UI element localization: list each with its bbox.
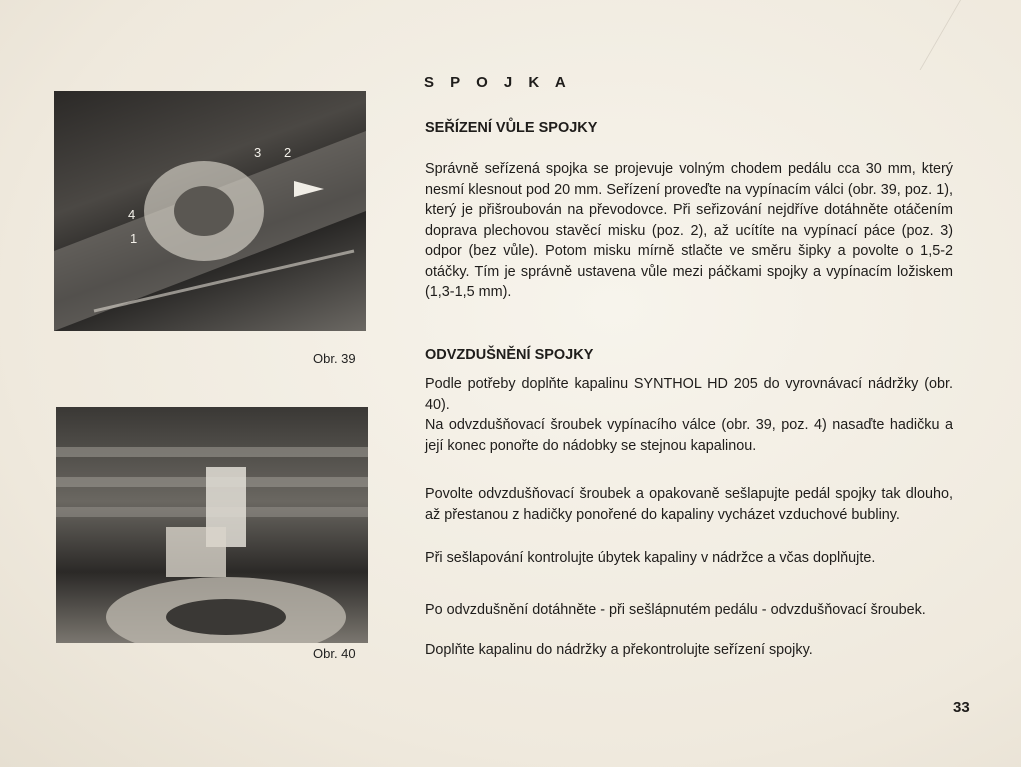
figure-39-illustration <box>54 91 366 331</box>
paragraph: Správně seřízená spojka se projevuje volným chodem pedálu cca 30 mm, který nesmí klesnout pod 20 mm. Seřízení proveďte na vypínacím válci (obr. 39, poz. 1), který je přišroubován na převodovce. Při seřizování nejdříve dotáhněte otáčením doprava plechovou stavěcí misku (poz. 2), až ucítíte na vypínací páce (poz. 3) odpor (bez vůle). Potom misku mírně stlačte ve směru šipky a povolte o 1,5-2 otáčky. Tím je správně ustavena vůle mezi páčkami spojky a vypínacím ložiskem (1,3-1,5 mm). <box>425 161 953 300</box>
figure-40-illustration <box>56 407 368 643</box>
paragraph: Povolte odvzdušňovací šroubek a opakovaně sešlapujte pedál spojky tak dlouho, až přestanou z hadičky ponořené do kapaliny vycházet vzduchové bubliny. <box>425 486 953 523</box>
section-heading-clutch-bleeding: ODVZDUŠNĚNÍ SPOJKY <box>425 347 594 363</box>
figure-39-caption: Obr. 39 <box>313 351 356 366</box>
page-title: S P O J K A <box>424 74 572 91</box>
fig39-label-1: 1 <box>130 231 138 246</box>
fig39-label-3: 3 <box>254 145 262 160</box>
page-corner-fold <box>920 0 1021 70</box>
paragraph: Doplňte kapalinu do nádržky a překontrolujte seřízení spojky. <box>425 642 813 658</box>
paragraph: Podle potřeby doplňte kapalinu SYNTHOL HD 205 do vyrovnávací nádržky (obr. 40). <box>425 376 953 413</box>
figure-39-photo <box>54 91 366 331</box>
paragraph: Při sešlapování kontrolujte úbytek kapaliny v nádržce a včas doplňujte. <box>425 550 876 566</box>
fig39-label-2: 2 <box>284 145 292 160</box>
figure-40-caption: Obr. 40 <box>313 646 356 661</box>
paragraph: Po odvzdušnění dotáhněte - při sešlápnutém pedálu - odvzdušňovací šroubek. <box>425 602 926 618</box>
figure-40-photo <box>56 407 368 643</box>
section-heading-clutch-adjustment: SEŘÍZENÍ VŮLE SPOJKY <box>425 120 598 136</box>
page-number: 33 <box>953 699 970 716</box>
paragraph: Na odvzdušňovací šroubek vypínacího válce (obr. 39, poz. 4) nasaďte hadičku a její konec ponořte do nádobky se stejnou kapalinou. <box>425 417 953 454</box>
fig39-label-4: 4 <box>128 207 136 222</box>
